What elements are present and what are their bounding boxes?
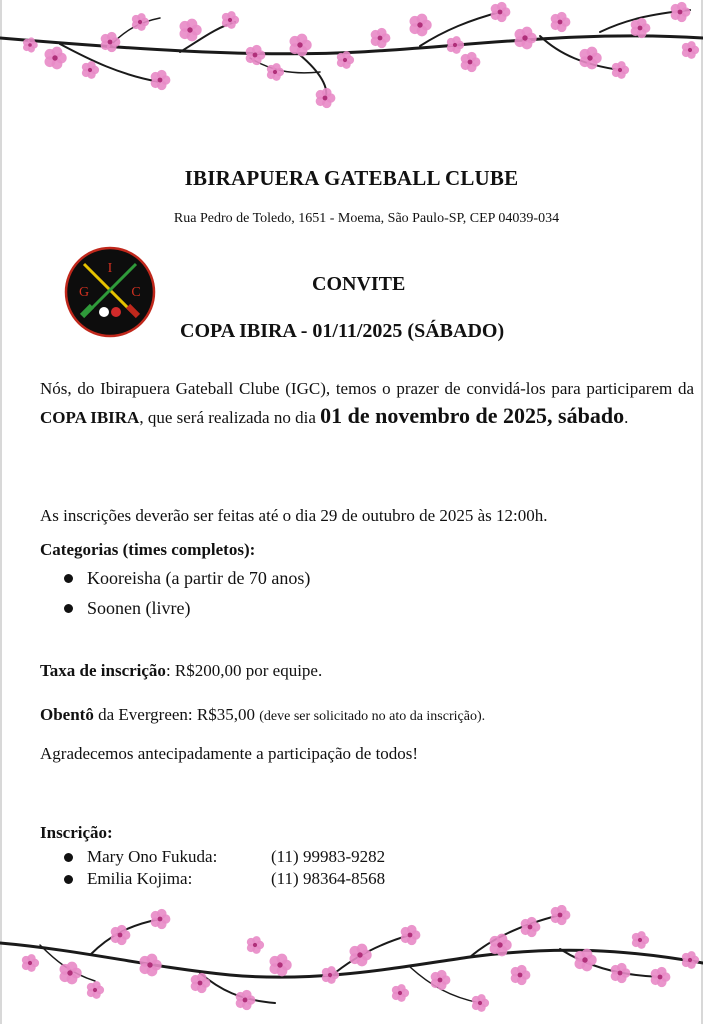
blossom-flower <box>671 2 691 22</box>
intro-event-name: COPA IBIRA <box>40 408 140 427</box>
categories-list <box>40 566 310 626</box>
blossom-flower <box>316 88 336 108</box>
logo-letter-c: C <box>131 285 141 300</box>
bullet-icon <box>64 574 73 583</box>
blossom-flower <box>461 52 481 72</box>
contacts-list <box>40 846 385 890</box>
blossom-flower <box>392 984 409 1002</box>
contact-item <box>40 846 385 868</box>
blossom-flower <box>611 963 631 983</box>
blossom-flower <box>180 19 202 42</box>
blossom-flower <box>140 954 162 977</box>
category-item <box>40 566 310 596</box>
obento-value: da Evergreen: R$35,00 <box>93 705 260 724</box>
event-title: COPA IBIRA - 01/11/2025 (SÁBADO) <box>180 320 505 342</box>
invitation-label: CONVITE <box>312 273 406 295</box>
blossom-flower <box>60 962 82 985</box>
blossom-flower <box>521 917 541 937</box>
blossom-flower <box>551 12 571 32</box>
blossom-flower <box>222 11 239 29</box>
blossom-flower <box>682 41 699 59</box>
contact-name: Emilia Kojima: <box>87 869 193 888</box>
logo-letter-g: G <box>78 285 90 300</box>
blossom-flower <box>270 954 292 977</box>
blossom-flower <box>45 47 67 70</box>
blossom-flower <box>472 994 489 1012</box>
blossom-flower <box>322 966 339 984</box>
blossom-flower <box>447 36 464 54</box>
blossom-flower <box>246 45 266 65</box>
blossom-flower <box>410 14 432 37</box>
category-label: Kooreisha (a partir de 70 anos) <box>87 568 311 588</box>
blossom-flower <box>82 61 99 79</box>
blossom-flower <box>632 931 649 949</box>
obento-info <box>40 705 485 725</box>
cherry-blossom-bottom-decoration <box>0 905 703 1025</box>
intro-text-2: , que será realizada no dia <box>139 408 321 427</box>
registration-deadline: As inscrições deverão ser feitas até o dia 29 de outubro de 2025 às 12:00h. <box>40 506 548 525</box>
blossom-flower <box>401 925 421 945</box>
contact-name: Mary Ono Fukuda: <box>87 847 218 866</box>
bullet-icon <box>64 875 73 884</box>
categories-title: Categorias (times completos): <box>40 540 256 559</box>
fee-value: : R$200,00 por equipe. <box>165 661 323 680</box>
category-item <box>40 596 310 626</box>
blossom-flower <box>612 61 629 79</box>
fee-label: Taxa de inscrição <box>40 661 166 680</box>
obento-label: Obentô <box>40 705 94 724</box>
club-logo <box>62 246 158 338</box>
blossom-flower <box>551 905 571 925</box>
blossom-flower <box>22 954 39 972</box>
category-label: Soonen (livre) <box>87 598 191 618</box>
registration-title: Inscrição: <box>40 823 113 842</box>
blossom-flower <box>651 967 671 987</box>
blossom-flower <box>682 951 699 969</box>
contact-item <box>40 868 385 890</box>
blossom-flower <box>101 32 121 52</box>
left-page-edge <box>0 0 2 1024</box>
cherry-blossom-top-decoration <box>0 0 703 120</box>
blossom-flower <box>132 13 149 31</box>
intro-text-3: . <box>624 408 629 427</box>
bullet-icon <box>64 604 73 613</box>
intro-event-date: 01 de novembro de 2025, sábado <box>320 403 625 428</box>
thanks-message: Agradecemos antecipadamente a participação de todos! <box>40 744 419 763</box>
blossom-flower <box>151 909 171 929</box>
blossom-flower <box>191 973 211 993</box>
logo-letter-i: I <box>107 261 113 276</box>
registration-fee <box>40 661 322 681</box>
club-address: Rua Pedro de Toledo, 1651 - Moema, São Paulo-SP, CEP 04039-034 <box>173 211 560 226</box>
blossom-flower <box>236 990 256 1010</box>
blossom-flower <box>350 944 372 967</box>
blossom-flower <box>87 981 104 999</box>
club-name: IBIRAPUERA GATEBALL CLUBE <box>184 166 519 190</box>
contact-phone: (11) 98364-8568 <box>271 869 386 888</box>
blossom-flower <box>431 970 451 990</box>
obento-note: (deve ser solicitado no ato da inscrição). <box>259 709 486 724</box>
blossom-flower <box>491 2 511 22</box>
intro-paragraph <box>40 375 694 431</box>
blossom-flower <box>247 936 264 954</box>
blossom-flower <box>267 63 284 81</box>
blossom-flower <box>151 70 171 90</box>
bullet-icon <box>64 853 73 862</box>
blossom-flower <box>371 28 391 48</box>
contact-phone: (11) 99983-9282 <box>271 847 386 866</box>
blossom-flower <box>515 27 537 50</box>
blossom-flower <box>511 965 531 985</box>
intro-text-1: Nós, do Ibirapuera Gateball Clube (IGC), temos o prazer de convidá-los para participarem da <box>40 379 694 398</box>
